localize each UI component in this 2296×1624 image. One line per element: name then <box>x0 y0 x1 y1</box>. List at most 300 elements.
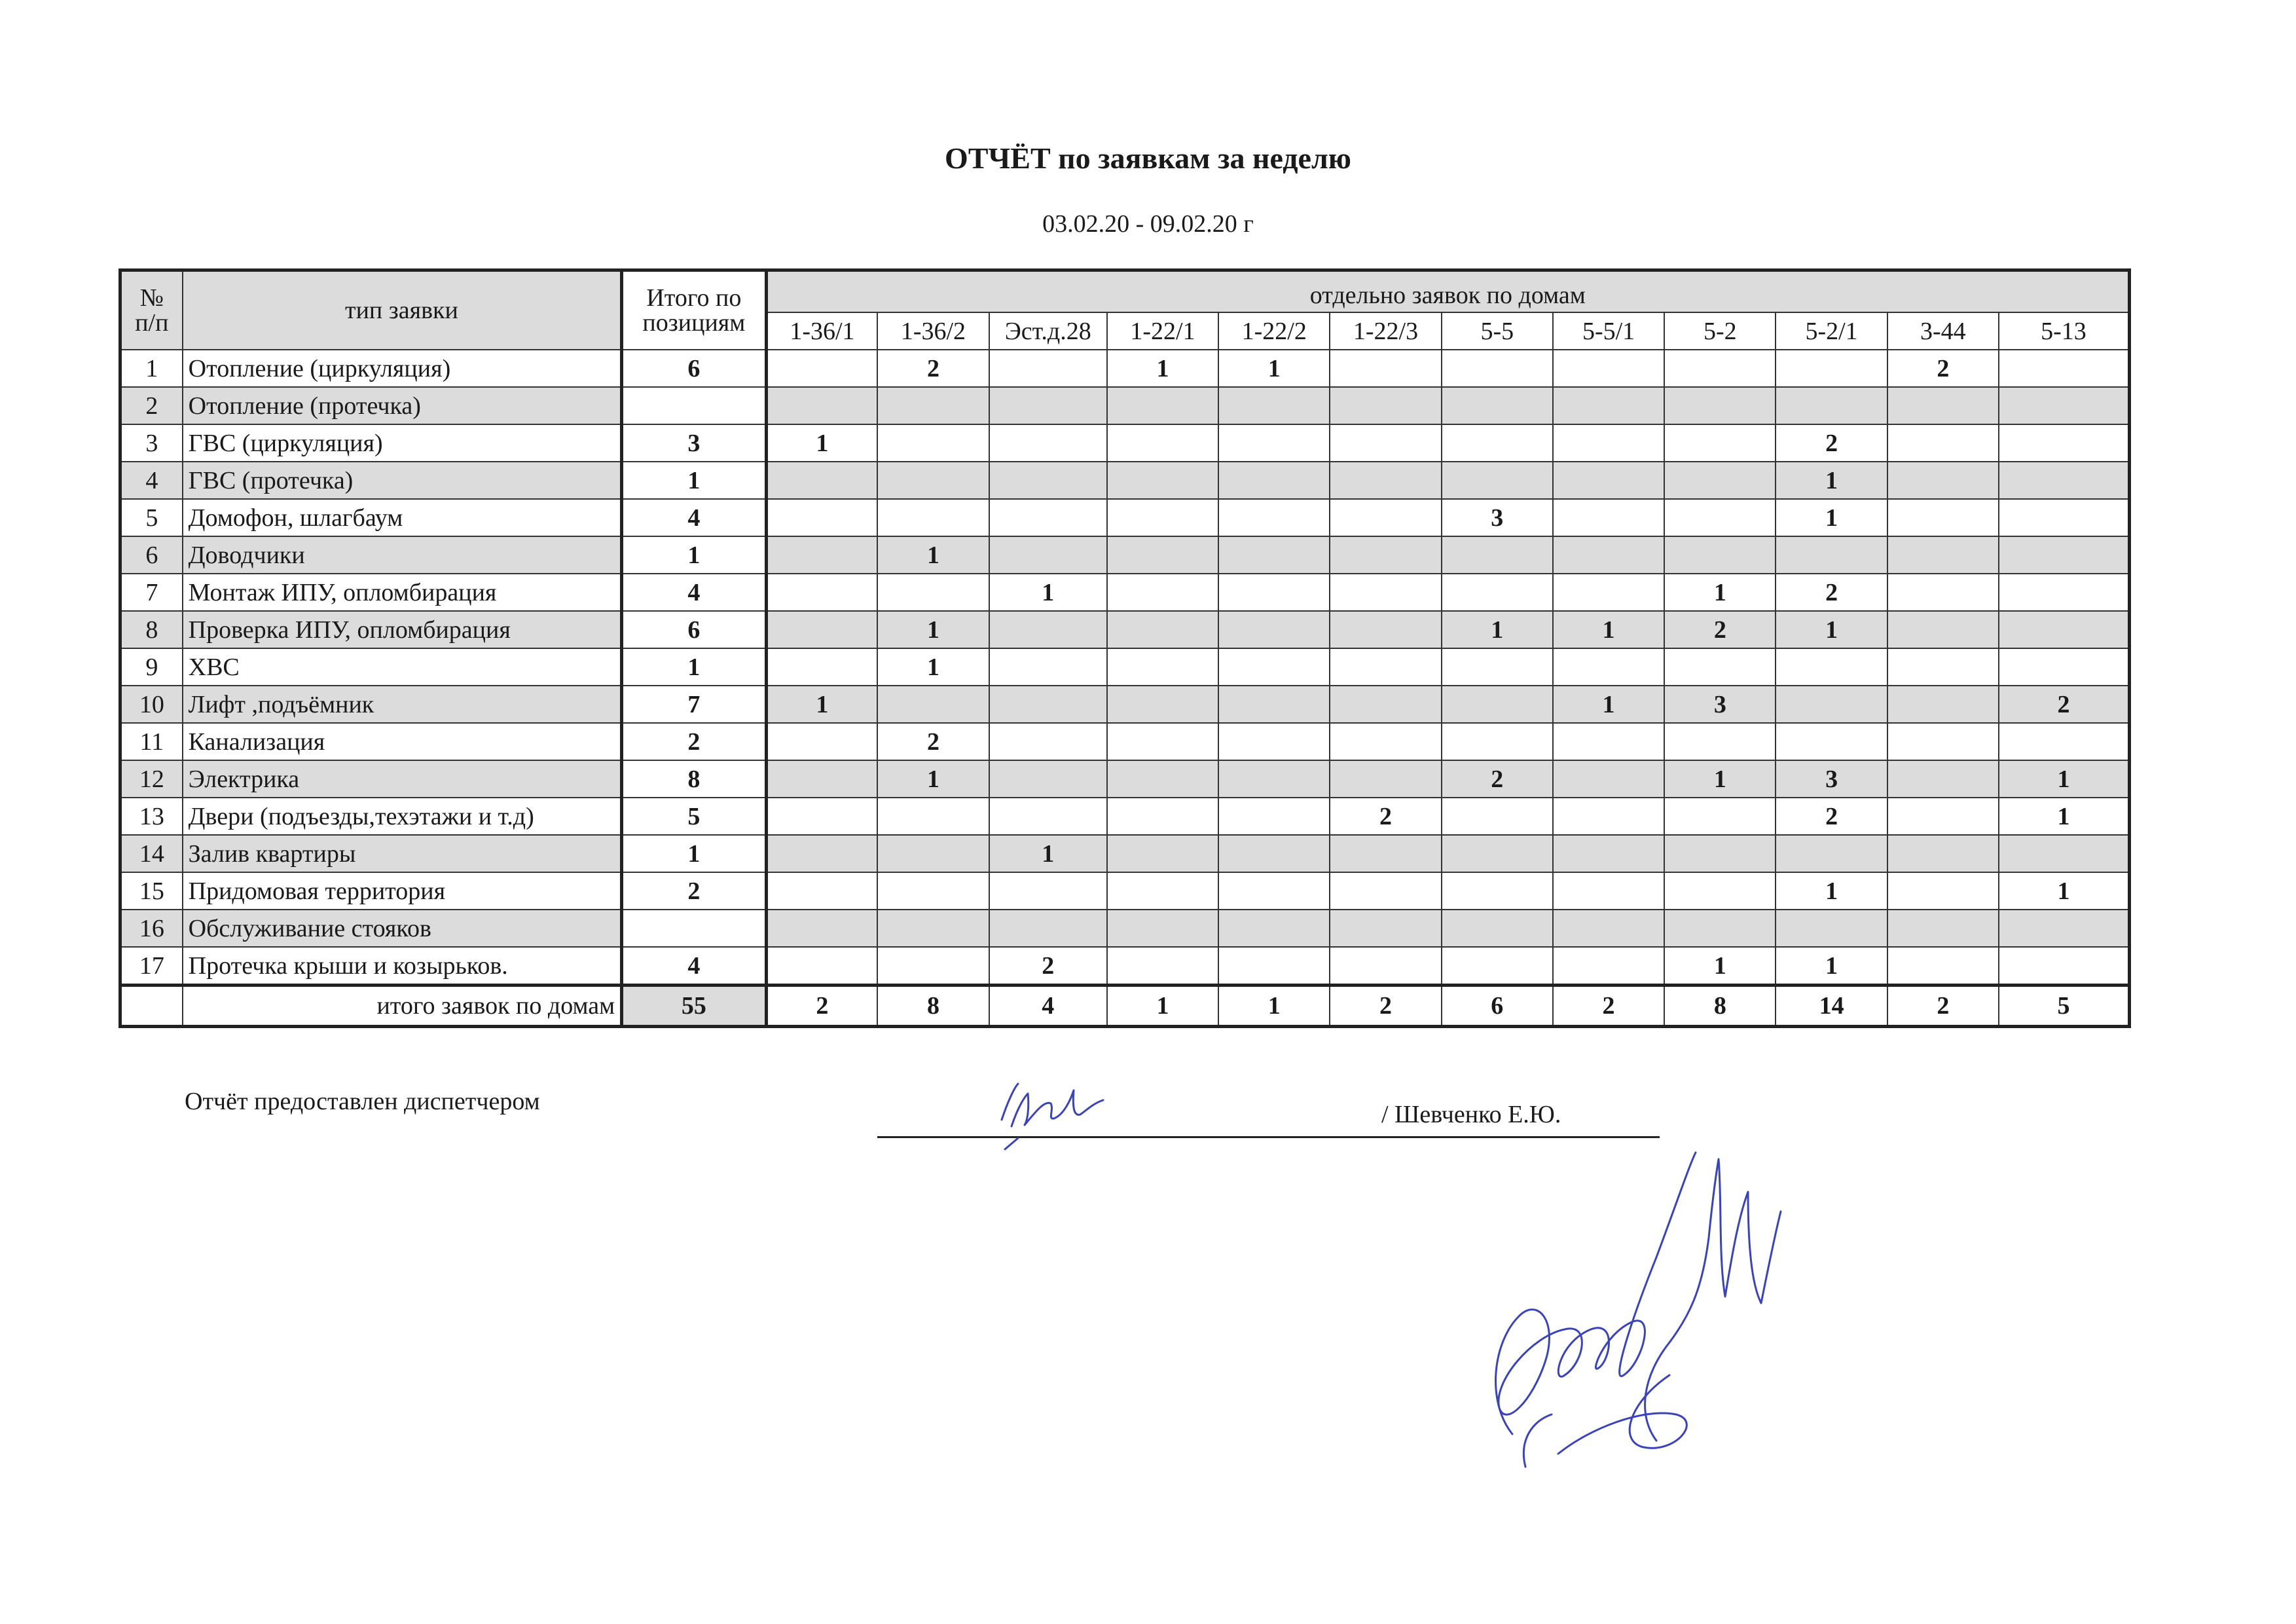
house-count-cell: 1 <box>1664 947 1776 986</box>
request-type: Отопление (циркуляция) <box>183 350 622 387</box>
house-total-cell: 4 <box>989 986 1107 1027</box>
header-house: 5-13 <box>1999 312 2130 350</box>
house-count-cell: 1 <box>1664 574 1776 611</box>
house-count-cell: 3 <box>1664 686 1776 723</box>
house-total-cell: 8 <box>877 986 989 1027</box>
header-by-house: отдельно заявок по домам <box>766 270 2129 313</box>
house-count-cell <box>989 499 1107 536</box>
house-count-cell <box>766 462 877 499</box>
house-count-cell <box>1107 947 1218 986</box>
house-count-cell: 1 <box>989 835 1107 872</box>
house-count-cell <box>1107 686 1218 723</box>
house-count-cell <box>1553 424 1664 462</box>
header-house: 1-22/1 <box>1107 312 1218 350</box>
table-row <box>120 611 2130 648</box>
table-row <box>120 798 2130 835</box>
house-count-cell <box>766 798 877 835</box>
table-row <box>120 947 2130 986</box>
house-count-cell <box>877 835 989 872</box>
header-house: 5-2 <box>1664 312 1776 350</box>
table-row <box>120 424 2130 462</box>
house-count-cell <box>1442 910 1553 947</box>
house-count-cell <box>1107 462 1218 499</box>
header-house: 1-22/3 <box>1330 312 1441 350</box>
house-count-cell <box>1330 462 1441 499</box>
house-count-cell <box>1553 574 1664 611</box>
house-count-cell <box>1107 536 1218 574</box>
house-count-cell <box>1887 387 1999 424</box>
house-count-cell: 2 <box>1887 350 1999 387</box>
row-number: 17 <box>120 947 183 986</box>
house-count-cell: 2 <box>1664 611 1776 648</box>
house-count-cell <box>877 910 989 947</box>
header-house: 1-36/2 <box>877 312 989 350</box>
table-row <box>120 686 2130 723</box>
house-count-cell <box>1887 760 1999 798</box>
house-count-cell <box>1887 947 1999 986</box>
row-number: 8 <box>120 611 183 648</box>
house-count-cell: 2 <box>1330 798 1441 835</box>
house-count-cell <box>877 872 989 910</box>
house-count-cell <box>1330 947 1441 986</box>
house-count-cell <box>1218 387 1330 424</box>
house-count-cell <box>989 536 1107 574</box>
house-count-cell: 2 <box>1776 574 1887 611</box>
house-total-cell: 6 <box>1442 986 1553 1027</box>
house-count-cell: 1 <box>1776 462 1887 499</box>
row-number: 9 <box>120 648 183 686</box>
house-count-cell <box>1553 536 1664 574</box>
house-total-cell: 1 <box>1107 986 1218 1027</box>
table-row <box>120 536 2130 574</box>
row-number: 15 <box>120 872 183 910</box>
house-count-cell <box>1107 499 1218 536</box>
totals-empty-cell <box>120 986 183 1027</box>
house-count-cell: 1 <box>1776 611 1887 648</box>
row-total: 2 <box>622 723 766 760</box>
house-count-cell <box>1776 648 1887 686</box>
row-total: 6 <box>622 611 766 648</box>
house-count-cell <box>1107 648 1218 686</box>
row-total <box>622 387 766 424</box>
house-count-cell <box>766 947 877 986</box>
house-count-cell <box>1887 499 1999 536</box>
dispatcher-signature <box>989 1074 1106 1153</box>
row-total: 1 <box>622 648 766 686</box>
house-count-cell <box>1442 350 1553 387</box>
house-count-cell <box>877 424 989 462</box>
house-count-cell <box>766 648 877 686</box>
house-count-cell <box>1330 350 1441 387</box>
house-count-cell <box>1664 872 1776 910</box>
signer-name: / Шевченко Е.Ю. <box>1381 1101 1561 1128</box>
house-count-cell <box>989 424 1107 462</box>
house-count-cell <box>1664 462 1776 499</box>
house-count-cell <box>1107 424 1218 462</box>
house-count-cell <box>1330 723 1441 760</box>
page-title: ОТЧЁТ по заявкам за неделю <box>945 141 1351 175</box>
house-count-cell <box>1330 686 1441 723</box>
row-number: 16 <box>120 910 183 947</box>
house-count-cell: 1 <box>877 760 989 798</box>
house-count-cell <box>1553 910 1664 947</box>
house-count-cell: 3 <box>1442 499 1553 536</box>
table-row <box>120 574 2130 611</box>
approval-signature <box>1460 1126 1787 1480</box>
house-count-cell <box>1776 723 1887 760</box>
row-total: 1 <box>622 462 766 499</box>
house-count-cell <box>989 872 1107 910</box>
house-count-cell <box>1218 536 1330 574</box>
house-count-cell <box>1442 723 1553 760</box>
house-count-cell <box>1553 872 1664 910</box>
request-type: Монтаж ИПУ, опломбирация <box>183 574 622 611</box>
house-count-cell <box>1330 760 1441 798</box>
table-row <box>120 723 2130 760</box>
row-number: 1 <box>120 350 183 387</box>
house-count-cell <box>1330 574 1441 611</box>
house-count-cell <box>1218 686 1330 723</box>
house-count-cell: 1 <box>877 536 989 574</box>
house-count-cell <box>1107 872 1218 910</box>
house-count-cell <box>1664 387 1776 424</box>
house-count-cell <box>1442 648 1553 686</box>
house-count-cell: 1 <box>989 574 1107 611</box>
table-row <box>120 910 2130 947</box>
house-count-cell: 1 <box>1776 872 1887 910</box>
report-table <box>118 268 2131 1028</box>
house-count-cell: 1 <box>1999 798 2130 835</box>
house-count-cell <box>1999 947 2130 986</box>
header-house: 3-44 <box>1887 312 1999 350</box>
house-count-cell <box>1999 723 2130 760</box>
house-count-cell <box>1553 798 1664 835</box>
house-count-cell: 1 <box>1107 350 1218 387</box>
house-count-cell <box>1999 424 2130 462</box>
row-number: 12 <box>120 760 183 798</box>
house-count-cell <box>1330 611 1441 648</box>
table-row <box>120 350 2130 387</box>
table-row <box>120 835 2130 872</box>
row-number: 6 <box>120 536 183 574</box>
row-total: 4 <box>622 574 766 611</box>
header-type: тип заявки <box>183 270 622 350</box>
house-count-cell <box>1107 387 1218 424</box>
header-house: 1-22/2 <box>1218 312 1330 350</box>
table-row <box>120 760 2130 798</box>
house-count-cell <box>1553 350 1664 387</box>
row-total: 6 <box>622 350 766 387</box>
house-count-cell <box>1107 798 1218 835</box>
house-count-cell: 1 <box>1218 350 1330 387</box>
house-count-cell <box>1330 835 1441 872</box>
house-count-cell <box>1107 760 1218 798</box>
house-count-cell <box>877 499 989 536</box>
house-count-cell <box>1218 611 1330 648</box>
house-count-cell <box>1999 536 2130 574</box>
house-count-cell <box>1887 462 1999 499</box>
house-count-cell <box>1553 835 1664 872</box>
house-count-cell <box>877 387 989 424</box>
house-count-cell <box>877 686 989 723</box>
request-type: Придомовая территория <box>183 872 622 910</box>
table-row <box>120 499 2130 536</box>
house-count-cell <box>1442 872 1553 910</box>
row-number: 14 <box>120 835 183 872</box>
house-count-cell <box>1887 872 1999 910</box>
house-count-cell <box>1218 872 1330 910</box>
house-count-cell <box>1330 424 1441 462</box>
house-count-cell <box>766 499 877 536</box>
house-count-cell <box>1330 387 1441 424</box>
house-count-cell: 2 <box>989 947 1107 986</box>
house-count-cell <box>1330 499 1441 536</box>
house-count-cell <box>1776 910 1887 947</box>
row-total: 5 <box>622 798 766 835</box>
house-count-cell <box>989 686 1107 723</box>
house-count-cell <box>1664 798 1776 835</box>
row-total: 1 <box>622 835 766 872</box>
house-count-cell <box>1999 835 2130 872</box>
row-number: 10 <box>120 686 183 723</box>
row-number: 3 <box>120 424 183 462</box>
house-count-cell <box>1553 499 1664 536</box>
header-house: 5-5/1 <box>1553 312 1664 350</box>
house-count-cell <box>1442 387 1553 424</box>
house-count-cell <box>1442 424 1553 462</box>
house-count-cell: 1 <box>877 611 989 648</box>
request-type: Доводчики <box>183 536 622 574</box>
house-count-cell <box>1218 798 1330 835</box>
house-count-cell <box>1776 350 1887 387</box>
house-count-cell <box>766 350 877 387</box>
row-total: 4 <box>622 499 766 536</box>
house-total-cell: 14 <box>1776 986 1887 1027</box>
house-count-cell <box>1887 536 1999 574</box>
house-count-cell <box>1218 424 1330 462</box>
house-count-cell <box>766 910 877 947</box>
house-count-cell <box>989 462 1107 499</box>
house-count-cell: 2 <box>1999 686 2130 723</box>
house-count-cell <box>877 947 989 986</box>
house-count-cell <box>1664 499 1776 536</box>
house-count-cell: 2 <box>877 350 989 387</box>
house-count-cell <box>1887 648 1999 686</box>
house-count-cell <box>1442 686 1553 723</box>
house-count-cell <box>1330 910 1441 947</box>
house-total-cell: 8 <box>1664 986 1776 1027</box>
row-total: 3 <box>622 424 766 462</box>
request-type: Двери (подъезды,техэтажи и т.д) <box>183 798 622 835</box>
house-count-cell: 1 <box>1553 686 1664 723</box>
header-house: 1-36/1 <box>766 312 877 350</box>
house-count-cell <box>1330 872 1441 910</box>
request-type: Домофон, шлагбаум <box>183 499 622 536</box>
house-total-cell: 1 <box>1218 986 1330 1027</box>
report-period: 03.02.20 - 09.02.20 г <box>1042 210 1254 238</box>
house-count-cell <box>989 910 1107 947</box>
house-count-cell: 2 <box>1776 798 1887 835</box>
request-type: Залив квартиры <box>183 835 622 872</box>
house-count-cell <box>989 648 1107 686</box>
row-total: 7 <box>622 686 766 723</box>
house-count-cell: 3 <box>1776 760 1887 798</box>
house-count-cell <box>1887 686 1999 723</box>
house-count-cell <box>1999 462 2130 499</box>
row-number: 11 <box>120 723 183 760</box>
house-total-cell: 2 <box>766 986 877 1027</box>
house-count-cell <box>1999 387 2130 424</box>
house-total-cell: 2 <box>1330 986 1441 1027</box>
table-row <box>120 872 2130 910</box>
house-count-cell <box>1218 462 1330 499</box>
request-type: Электрика <box>183 760 622 798</box>
request-type: Лифт ,подъёмник <box>183 686 622 723</box>
house-count-cell <box>766 536 877 574</box>
house-count-cell <box>1107 723 1218 760</box>
house-count-cell <box>1776 536 1887 574</box>
house-count-cell: 2 <box>877 723 989 760</box>
request-type: ХВС <box>183 648 622 686</box>
house-count-cell <box>989 611 1107 648</box>
house-count-cell <box>1442 574 1553 611</box>
row-number: 13 <box>120 798 183 835</box>
footer-label: Отчёт предоставлен диспетчером <box>185 1088 540 1115</box>
totals-row <box>120 986 2130 1027</box>
house-count-cell <box>1664 350 1776 387</box>
header-house: Эст.д.28 <box>989 312 1107 350</box>
request-type: ГВС (протечка) <box>183 462 622 499</box>
row-total: 1 <box>622 536 766 574</box>
house-count-cell <box>1218 760 1330 798</box>
house-count-cell <box>1218 947 1330 986</box>
house-count-cell <box>1664 536 1776 574</box>
house-count-cell <box>1330 536 1441 574</box>
house-count-cell <box>989 350 1107 387</box>
row-number: 4 <box>120 462 183 499</box>
house-count-cell <box>1999 574 2130 611</box>
request-type: Канализация <box>183 723 622 760</box>
house-count-cell <box>1887 835 1999 872</box>
house-count-cell <box>1887 910 1999 947</box>
house-count-cell <box>1107 835 1218 872</box>
house-count-cell <box>1107 910 1218 947</box>
house-count-cell <box>877 798 989 835</box>
house-count-cell <box>1664 723 1776 760</box>
row-total: 4 <box>622 947 766 986</box>
house-count-cell <box>1664 910 1776 947</box>
house-count-cell <box>1887 798 1999 835</box>
house-count-cell: 2 <box>1442 760 1553 798</box>
header-total: Итого по позициям <box>622 270 766 350</box>
house-total-cell: 2 <box>1887 986 1999 1027</box>
table-row <box>120 462 2130 499</box>
house-count-cell <box>989 798 1107 835</box>
totals-label: итого заявок по домам <box>183 986 622 1027</box>
house-count-cell <box>1442 536 1553 574</box>
house-count-cell <box>766 760 877 798</box>
house-count-cell <box>766 387 877 424</box>
house-count-cell <box>1218 723 1330 760</box>
house-count-cell <box>1664 648 1776 686</box>
request-type: ГВС (циркуляция) <box>183 424 622 462</box>
house-count-cell <box>1999 611 2130 648</box>
house-count-cell <box>1218 910 1330 947</box>
house-count-cell <box>1218 499 1330 536</box>
house-count-cell: 1 <box>1442 611 1553 648</box>
house-count-cell <box>1107 611 1218 648</box>
house-count-cell <box>1664 835 1776 872</box>
house-count-cell: 1 <box>1999 872 2130 910</box>
house-count-cell <box>1442 798 1553 835</box>
house-count-cell <box>1887 611 1999 648</box>
house-count-cell <box>1218 648 1330 686</box>
house-count-cell <box>1553 648 1664 686</box>
row-number: 7 <box>120 574 183 611</box>
house-count-cell <box>1776 686 1887 723</box>
house-count-cell <box>1887 424 1999 462</box>
house-count-cell <box>1553 947 1664 986</box>
grand-total: 55 <box>622 986 766 1027</box>
house-count-cell <box>989 387 1107 424</box>
house-total-cell: 5 <box>1999 986 2130 1027</box>
house-count-cell <box>1887 723 1999 760</box>
house-count-cell <box>1442 835 1553 872</box>
house-count-cell <box>1999 350 2130 387</box>
row-total <box>622 910 766 947</box>
house-count-cell: 1 <box>766 424 877 462</box>
house-count-cell <box>1442 462 1553 499</box>
request-type: Протечка крыши и козырьков. <box>183 947 622 986</box>
row-total: 8 <box>622 760 766 798</box>
house-count-cell <box>1664 424 1776 462</box>
request-type: Отопление (протечка) <box>183 387 622 424</box>
row-number: 2 <box>120 387 183 424</box>
row-total: 2 <box>622 872 766 910</box>
header-house: 5-2/1 <box>1776 312 1887 350</box>
house-count-cell: 1 <box>1999 760 2130 798</box>
house-count-cell: 1 <box>1776 499 1887 536</box>
house-count-cell <box>877 574 989 611</box>
house-count-cell: 1 <box>1553 611 1664 648</box>
house-count-cell <box>1107 574 1218 611</box>
house-count-cell <box>1330 648 1441 686</box>
house-count-cell <box>1553 723 1664 760</box>
house-count-cell: 1 <box>877 648 989 686</box>
request-type: Проверка ИПУ, опломбирация <box>183 611 622 648</box>
table-row <box>120 387 2130 424</box>
house-count-cell <box>766 611 877 648</box>
house-count-cell <box>1999 648 2130 686</box>
house-count-cell <box>1887 574 1999 611</box>
house-count-cell <box>989 760 1107 798</box>
house-count-cell: 1 <box>1776 947 1887 986</box>
house-count-cell <box>1553 387 1664 424</box>
row-number: 5 <box>120 499 183 536</box>
house-count-cell <box>1776 387 1887 424</box>
house-count-cell <box>1218 574 1330 611</box>
header-num: № п/п <box>120 270 183 350</box>
header-house: 5-5 <box>1442 312 1553 350</box>
house-count-cell: 2 <box>1776 424 1887 462</box>
house-count-cell <box>877 462 989 499</box>
house-count-cell <box>766 723 877 760</box>
table-row <box>120 648 2130 686</box>
request-type: Обслуживание стояков <box>183 910 622 947</box>
house-count-cell <box>1999 910 2130 947</box>
house-count-cell <box>1776 835 1887 872</box>
house-count-cell <box>1553 760 1664 798</box>
